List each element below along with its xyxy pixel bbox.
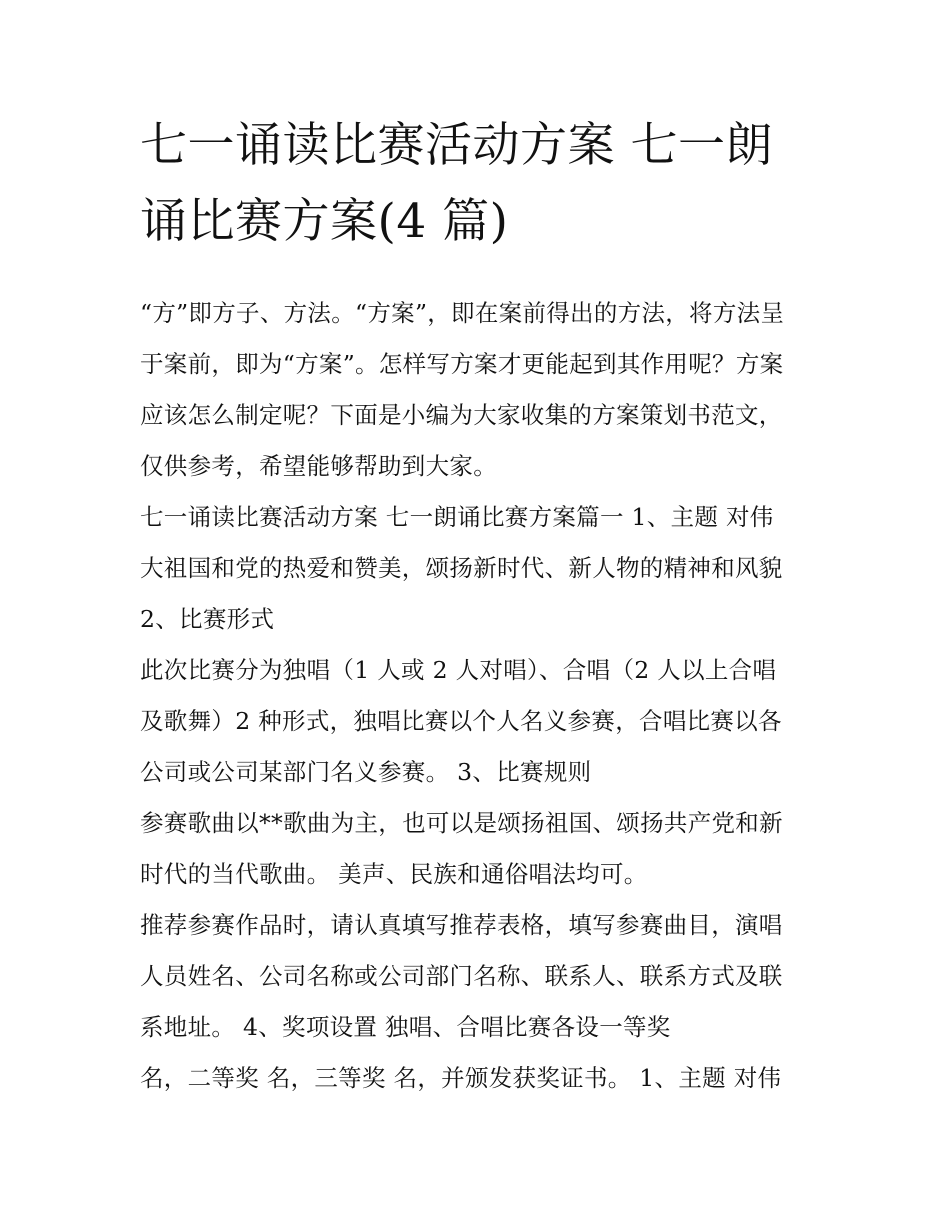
body-line: 系地址。 4、奖项设置 独唱、合唱比赛各设一等奖 — [140, 1013, 671, 1041]
body-line: 此次比赛分为独唱（1 人或 2 人对唱）、合唱（2 人以上合唱 — [140, 656, 777, 684]
body-line: 2、比赛形式 — [140, 605, 275, 633]
title-line-2: 诵比赛方案(4 篇) — [140, 194, 509, 249]
body-line: 人员姓名、公司名称或公司部门名称、联系人、联系方式及联 — [140, 962, 783, 990]
body-line: 名，二等奖 名，三等奖 名，并颁发获奖证书。 1、主题 对伟 — [140, 1064, 782, 1092]
body-line: 时代的当代歌曲。 美声、民族和通俗唱法均可。 — [140, 860, 648, 888]
title-line-1: 七一诵读比赛活动方案 七一朗 — [140, 118, 773, 173]
body-line: 仅供参考，希望能够帮助到大家。 — [140, 452, 497, 480]
body-line: 推荐参赛作品时，请认真填写推荐表格，填写参赛曲目，演唱 — [140, 911, 783, 939]
document-page — [140, 108, 820, 1104]
body-line: 公司或公司某部门名义参赛。 3、比赛规则 — [140, 758, 592, 786]
body-line: 参赛歌曲以**歌曲为主，也可以是颂扬祖国、颂扬共产党和新 — [140, 809, 783, 837]
document-body — [140, 288, 820, 1104]
body-line: 于案前，即为“方案”。怎样写方案才更能起到其作用呢？方案 — [140, 350, 784, 378]
body-line: “方”即方子、方法。“方案”，即在案前得出的方法，将方法呈 — [140, 299, 785, 327]
body-line: 七一诵读比赛活动方案 七一朗诵比赛方案篇一 1、主题 对伟 — [140, 503, 774, 531]
body-line: 及歌舞）2 种形式，独唱比赛以个人名义参赛，合唱比赛以各 — [140, 707, 782, 735]
document-title — [140, 108, 820, 260]
body-line: 大祖国和党的热爱和赞美，颂扬新时代、新人物的精神和风貌 — [140, 554, 783, 582]
body-line: 应该怎么制定呢？下面是小编为大家收集的方案策划书范文， — [140, 401, 783, 429]
